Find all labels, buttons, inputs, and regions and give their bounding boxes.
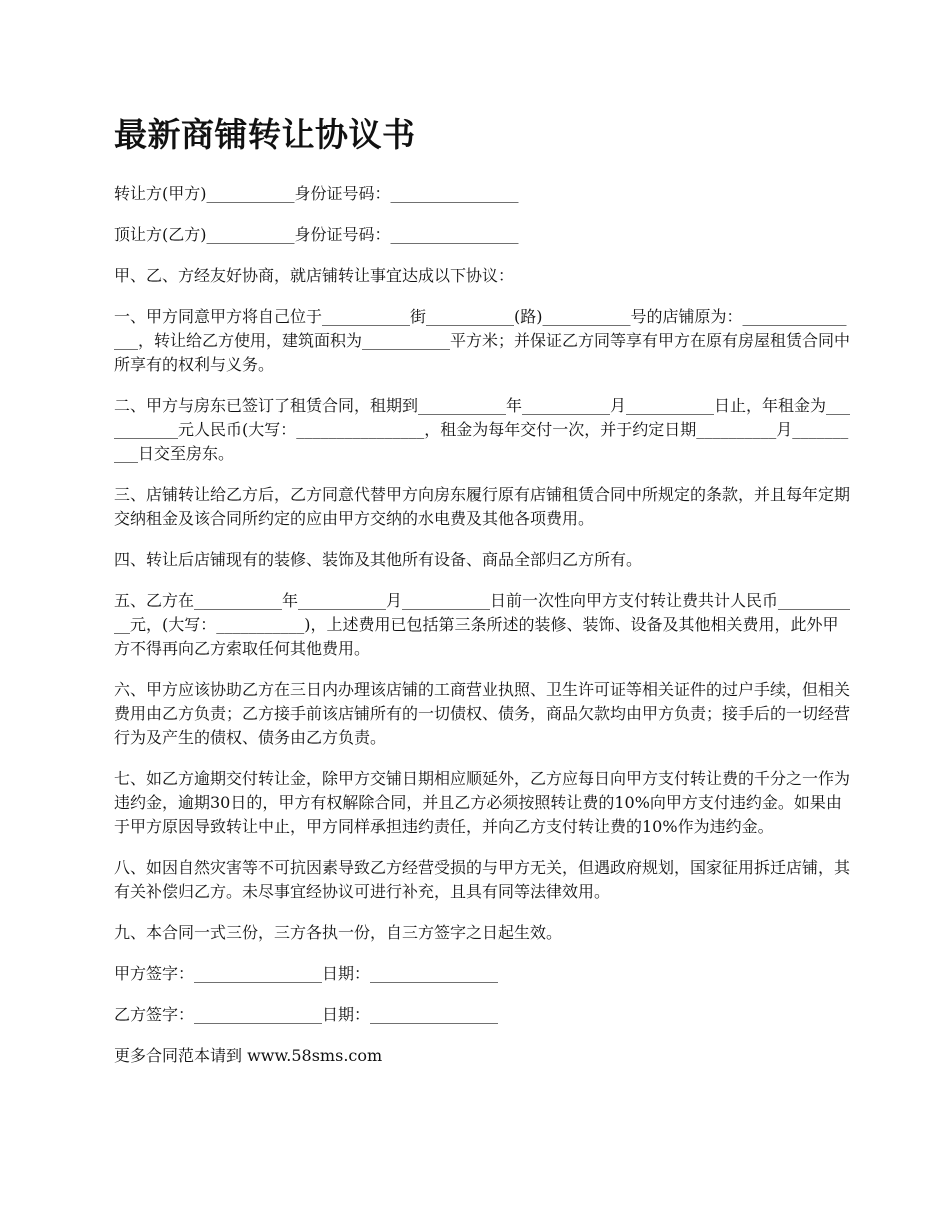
party-a-line: 转让方(甲方)___________身份证号码：________________ — [114, 184, 519, 203]
clause-3: 三、店铺转让给乙方后，乙方同意代替甲方向房东履行原有店铺租赁合同中所规定的条款，并且每年定期交纳租金及该合同所约定的应由甲方交纳的水电费及其他各项费用。 — [114, 485, 851, 528]
party-a-signature-line: 甲方签字：________________日期：________________ — [114, 964, 499, 983]
party-b-line: 顶让方(乙方)___________身份证号码：________________ — [114, 225, 519, 244]
document-page — [114, 110, 854, 1085]
clause-5: 五、乙方在___________年___________月___________日前一次性向甲方支付转让费共计人民币___________元，(大写：___________)，上述费用已包括第三条所述的装修、装饰、设备及其他相关费用，此外甲方不得再向乙方索取任何其他费用。 — [114, 591, 851, 658]
agreement-intro: 甲、乙、方经友好协商，就店铺转让事宜达成以下协议： — [114, 266, 515, 285]
clause-6: 六、甲方应该协助乙方在三日内办理该店铺的工商营业执照、卫生许可证等相关证件的过户手续，但相关费用由乙方负责；乙方接手前该店铺所有的一切债权、债务，商品欠款均由甲方负责；接手后的一切经营行为及产生的债权、债务由乙方负责。 — [114, 680, 851, 747]
clause-8: 八、如因自然灾害等不可抗因素导致乙方经营受损的与甲方无关，但遇政府规划，国家征用拆迁店铺，其有关补偿归乙方。未尽事宜经协议可进行补充，且具有同等法律效用。 — [114, 858, 851, 901]
document-title: 最新商铺转让协议书 — [114, 115, 416, 154]
clause-1: 一、甲方同意甲方将自己位于___________街___________(路)___________号的店铺原为：________________，转让给乙方使用，建筑面积为___________平方米；并保证乙方同等享有甲方在原有房屋租赁合同中所享有的权利与义务。 — [114, 307, 851, 374]
clause-2: 二、甲方与房东已签订了租赁合同，租期到___________年___________月___________日止，年租金为___________元人民币(大写：________________，租金为每年交付一次，并于约定日期__________月__________日交至房东。 — [114, 396, 851, 463]
clause-7: 七、如乙方逾期交付转让金，除甲方交铺日期相应顺延外，乙方应每日向甲方支付转让费的千分之一作为违约金，逾期30日的，甲方有权解除合同，并且乙方必须按照转让费的10%向甲方支付违约金。如果由于甲方原因导致转让中止，甲方同样承担违约责任，并向乙方支付转让费的10%作为违约金。 — [114, 769, 851, 836]
clause-4: 四、转让后店铺现有的装修、装饰及其他所有设备、商品全部归乙方所有。 — [114, 550, 643, 569]
footer-note: 更多合同范本请到 www.58sms.com — [114, 1046, 383, 1065]
party-b-signature-line: 乙方签字：________________日期：________________ — [114, 1005, 499, 1024]
clause-9: 九、本合同一式三份，三方各执一份，自三方签字之日起生效。 — [114, 923, 563, 942]
